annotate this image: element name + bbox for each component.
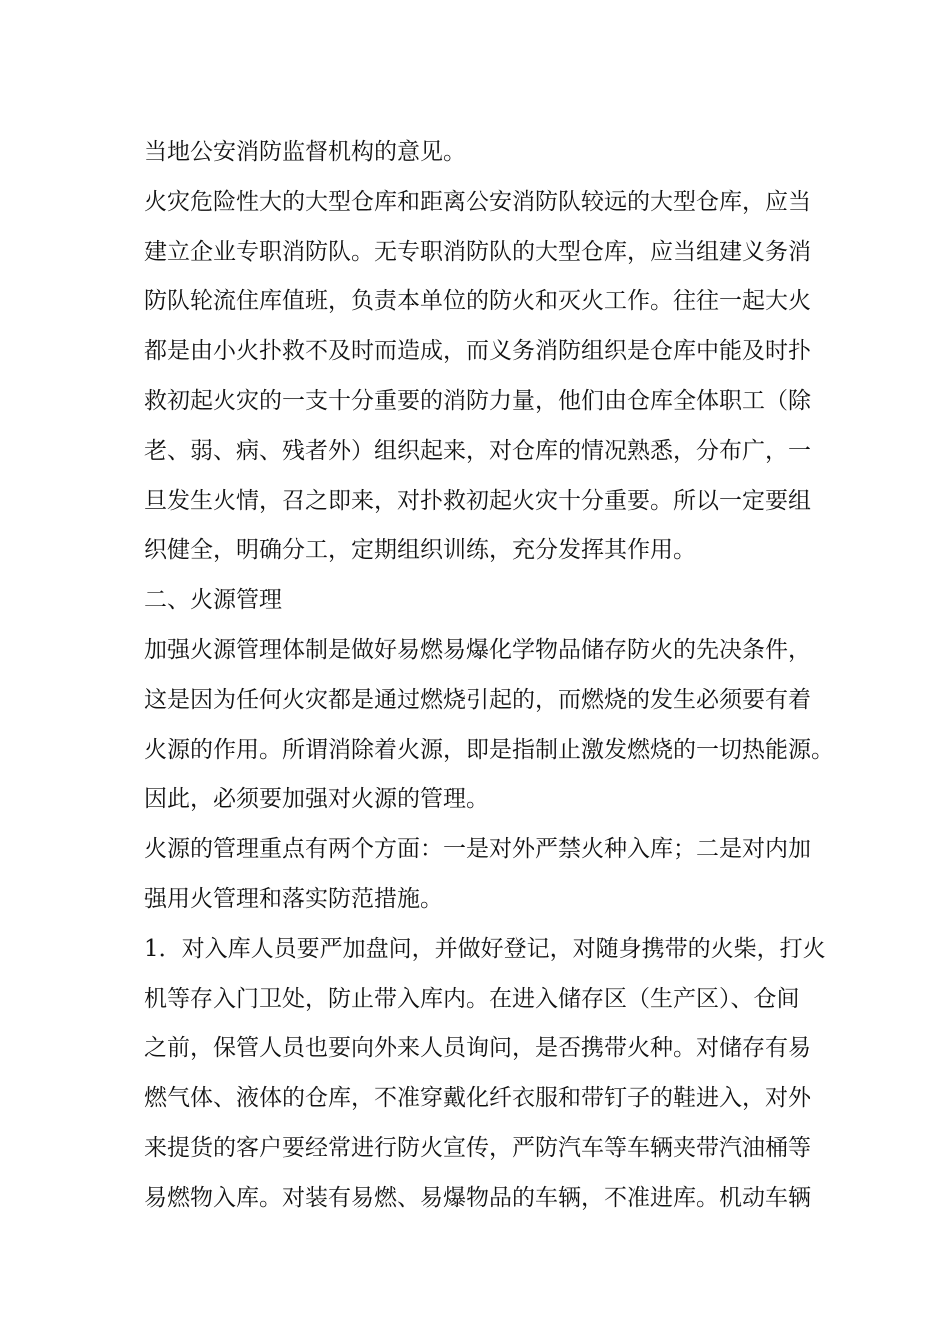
text-line: 加强火源管理体制是做好易燃易爆化学物品储存防火的先决条件， xyxy=(144,636,811,663)
text-line: 旦发生火情，召之即来，对扑救初起火灾十分重要。所以一定要组 xyxy=(144,487,811,514)
text-line: 机等存入门卫处，防止带入库内。在进入储存区（生产区）、仓间 xyxy=(144,985,800,1012)
text-line: 这是因为任何火灾都是通过燃烧引起的，而燃烧的发生必须要有着 xyxy=(144,686,811,713)
document-body xyxy=(144,128,834,1224)
text-line: 之前，保管人员也要向外来人员询问，是否携带火种。对储存有易 xyxy=(144,1035,811,1062)
text-line: 来提货的客户要经常进行防火宣传，严防汽车等车辆夹带汽油桶等 xyxy=(144,1134,811,1161)
text-line: 当地公安消防监督机构的意见。 xyxy=(144,139,466,165)
text-line: 火灾危险性大的大型仓库和距离公安消防队较远的大型仓库，应当 xyxy=(144,188,811,215)
text-line: 火源的作用。所谓消除着火源，即是指制止激发燃烧的一切热能源。 xyxy=(144,736,834,763)
text-line: 建立企业专职消防队。无专职消防队的大型仓库，应当组建义务消 xyxy=(144,238,811,265)
text-line: 火源的管理重点有两个方面：一是对外严禁火种入库；二是对内加 xyxy=(144,836,811,863)
text-line: 老、弱、病、残者外）组织起来，对仓库的情况熟悉，分布广，一 xyxy=(144,437,811,464)
text-line: 防队轮流住库值班，负责本单位的防火和灭火工作。往往一起大火 xyxy=(144,288,811,315)
text-line: 1．对入库人员要严加盘问，并做好登记，对随身携带的火柴，打火 xyxy=(144,935,826,962)
text-line: 因此，必须要加强对火源的管理。 xyxy=(144,786,489,813)
text-line: 救初起火灾的一支十分重要的消防力量，他们由仓库全体职工（除 xyxy=(144,387,811,414)
text-line: 都是由小火扑救不及时而造成，而义务消防组织是仓库中能及时扑 xyxy=(144,338,811,365)
text-line: 易燃物入库。对装有易燃、易爆物品的车辆，不准进库。机动车辆 xyxy=(144,1184,811,1211)
text-line: 燃气体、液体的仓库，不准穿戴化纤衣服和带钉子的鞋进入，对外 xyxy=(144,1085,811,1112)
text-line: 强用火管理和落实防范措施。 xyxy=(144,885,443,912)
text-line: 织健全，明确分工，定期组织训练，充分发挥其作用。 xyxy=(144,537,696,564)
section-heading: 二、火源管理 xyxy=(144,587,282,614)
